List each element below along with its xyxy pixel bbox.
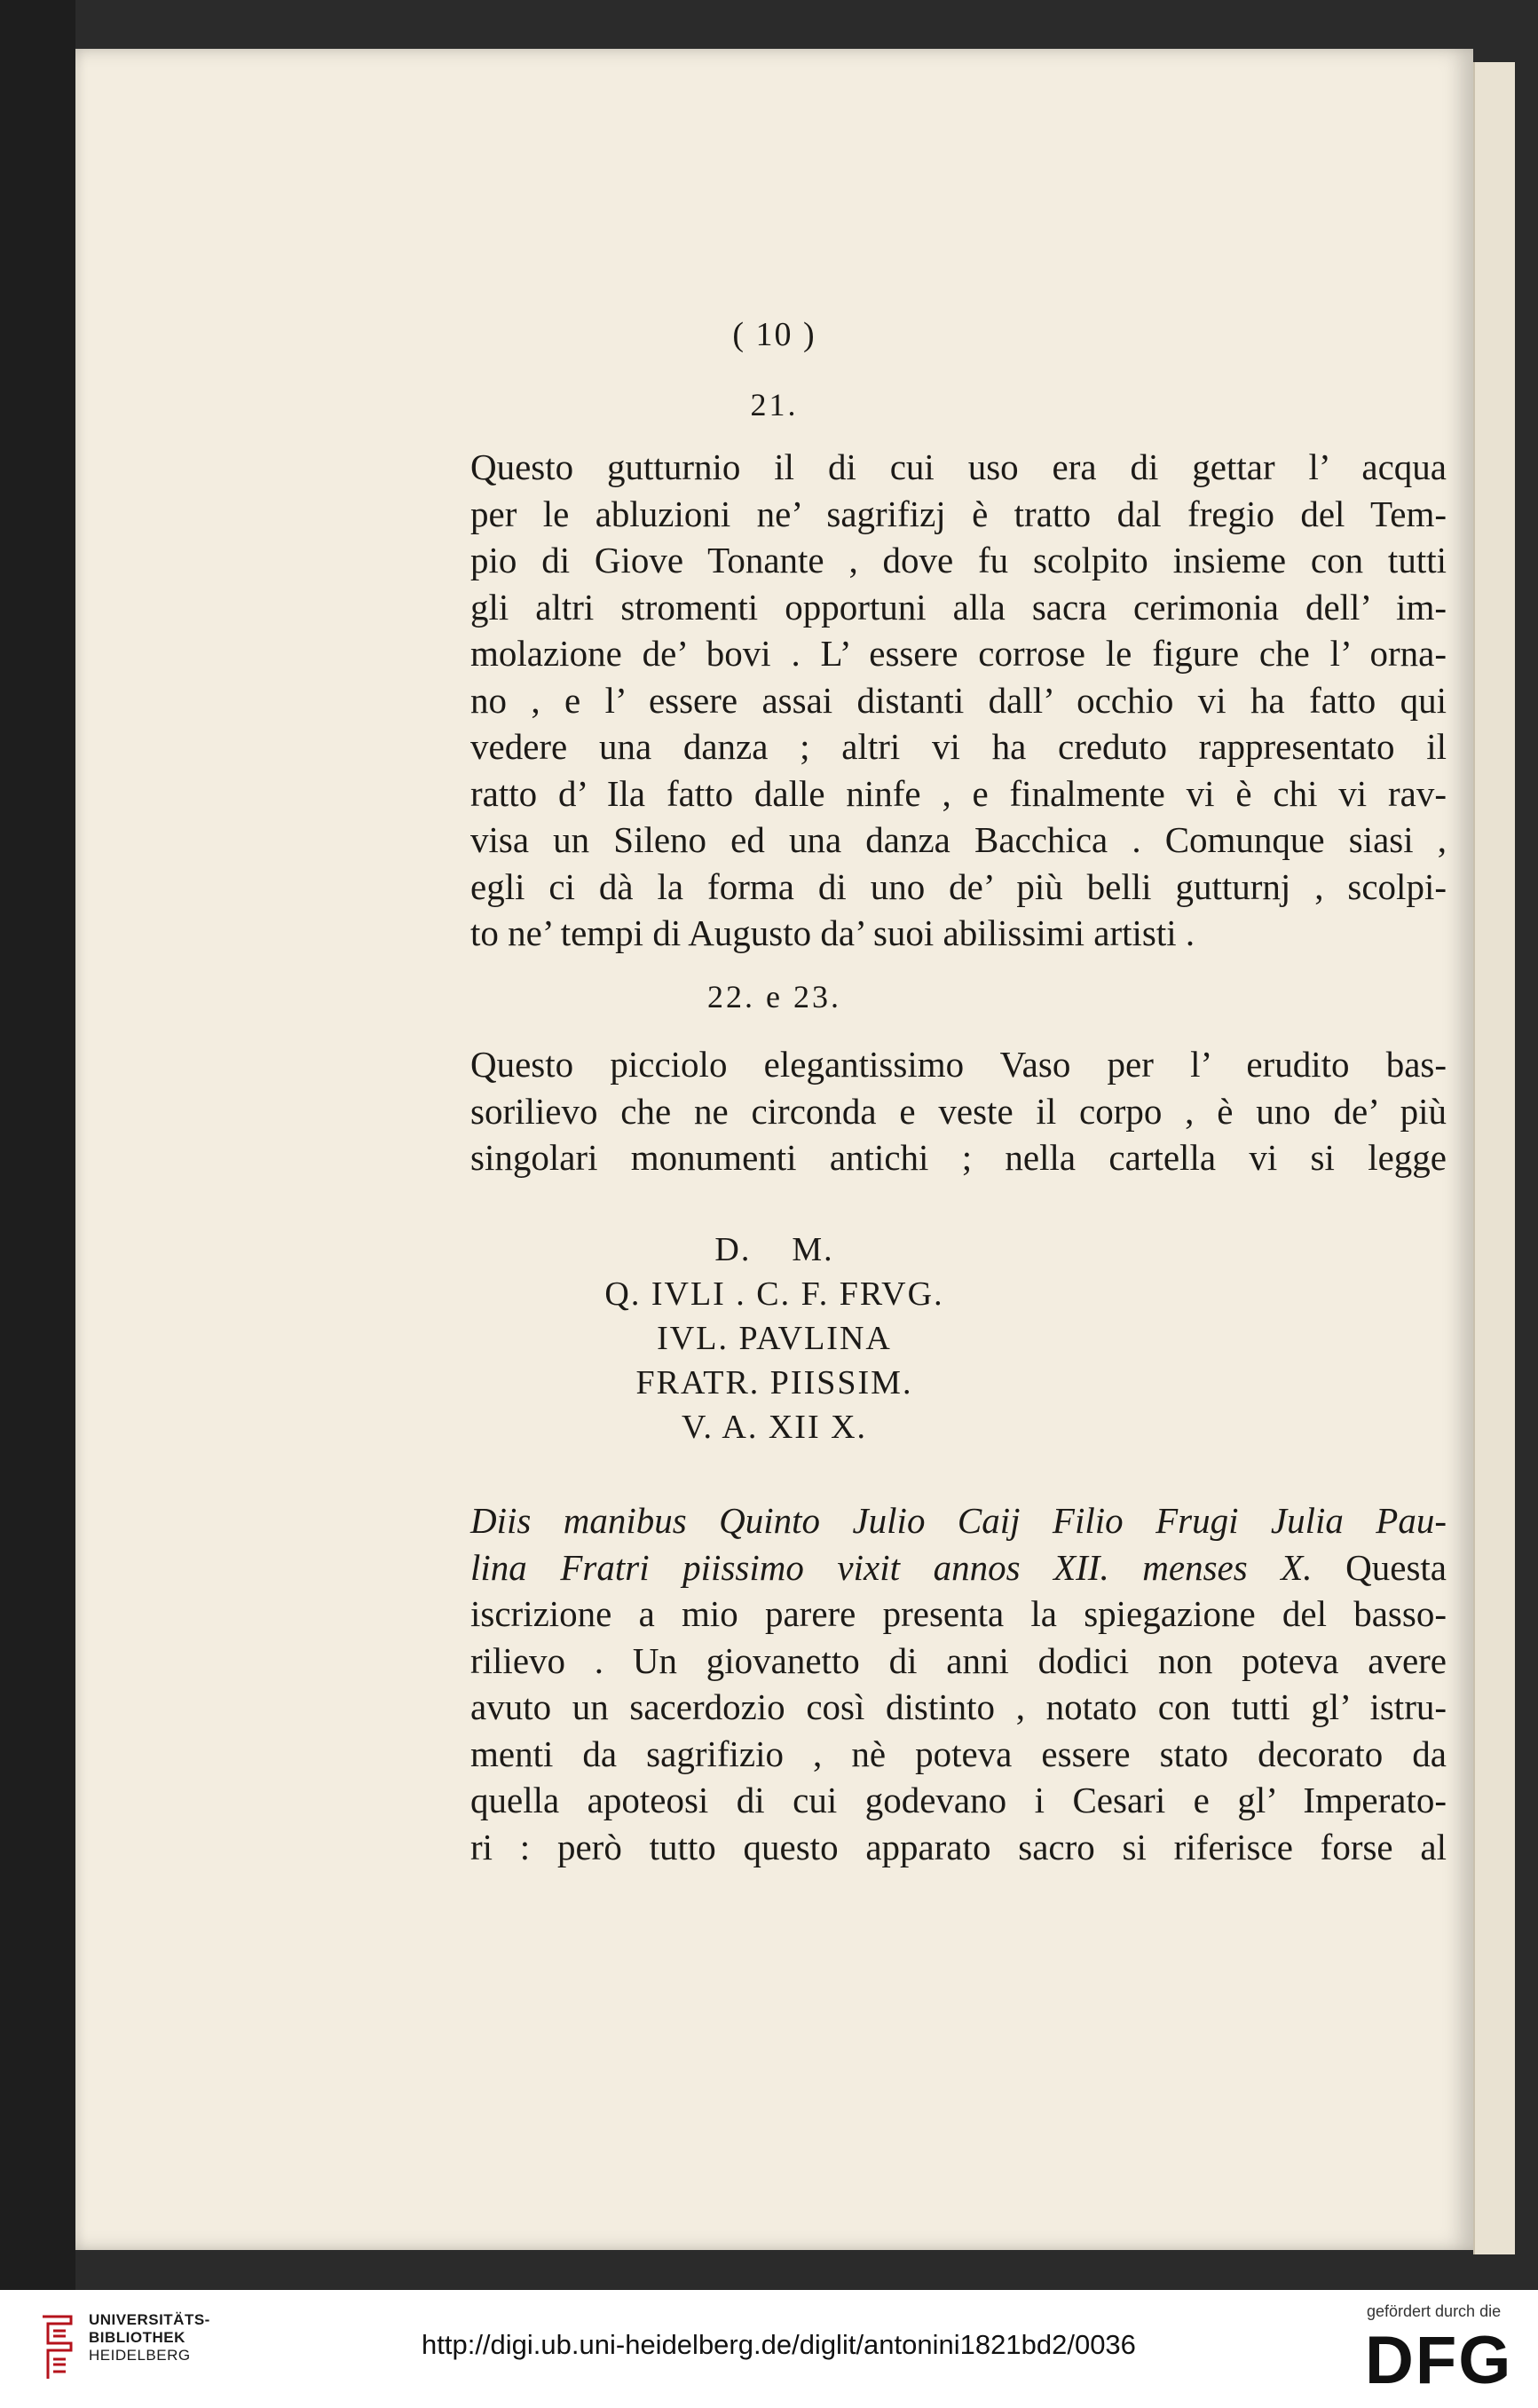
book-page	[75, 49, 1473, 2250]
funding-caption: gefördert durch die	[1367, 2302, 1502, 2320]
page-number: ( 10 )	[732, 316, 816, 353]
paragraph-22	[470, 1041, 1447, 1181]
translation-line-5: quella apoteosi di cui godevano i Cesari e gl’ Imperato-	[470, 1780, 1447, 1820]
inscription-line-5: V. A. XII X.	[681, 1409, 868, 1446]
paragraph-21-line-5: molazione de’ bovi . L’ essere corrose le figure che l’ orna-	[470, 633, 1447, 674]
library-name-line-3: HEIDELBERG	[89, 2347, 191, 2364]
paragraph-21-line-3: pio di Giove Tonante , dove fu scolpito insieme con tutti	[470, 540, 1447, 580]
section-heading-21: 21.	[750, 387, 799, 422]
library-name	[89, 2311, 210, 2365]
paragraph-22-line-2: sorilievo che ne circonda e veste il corpo , è uno de’ più	[470, 1090, 1447, 1132]
paragraph-22-line-3: singolari monumenti antichi ; nella cartella vi si legge	[470, 1137, 1447, 1178]
paragraph-21-line-9: visa un Sileno ed una danza Bacchica . Comunque siasi ,	[470, 819, 1447, 860]
paragraph-21-line-2: per le abluzioni ne’ sagrifizj è tratto dal fregio del Tem-	[470, 493, 1447, 534]
library-name-line-2: BIBLIOTHEK	[89, 2329, 185, 2346]
translation-line-2: rilievo . Un giovanetto di anni dodici non poteva avere	[470, 1639, 1447, 1681]
paragraph-translation	[470, 1497, 1447, 1870]
book-edge	[0, 0, 75, 2290]
permalink[interactable]: http://digi.ub.uni-heidelberg.de/diglit/antonini1821bd2/0036	[422, 2329, 1136, 2360]
library-name-line-1: UNIVERSITÄTS-	[89, 2311, 210, 2328]
inscription-line-4: FRATR. PIISSIM.	[635, 1364, 913, 1401]
next-page-edge	[1473, 62, 1515, 2254]
viewer-footer	[0, 2290, 1538, 2408]
translation-line-2-italic: lina Fratri piissimo vixit annos XII. menses X.	[470, 1546, 1313, 1588]
translation-line-6: ri : però tutto questo apparato sacro si riferisce forse al	[470, 1826, 1447, 1867]
paragraph-21-line-4: gli altri stromenti opportuni alla sacra cerimonia dell’ im-	[470, 586, 1447, 628]
library-logo-icon	[35, 2308, 80, 2388]
translation-line-3: avuto un sacerdozio così distinto , notato con tutti gl’ istru-	[470, 1686, 1447, 1727]
translation-line-1: iscrizione a mio parere presenta la spiegazione del basso-	[470, 1593, 1447, 1634]
paragraph-21-line-10: egli ci dà la forma di uno de’ più belli gutturnj , scolpi-	[470, 865, 1447, 907]
inscription-line-2: Q. IVLI . C. F. FRVG.	[604, 1275, 944, 1313]
paragraph-21	[470, 444, 1447, 957]
section-heading-22-23: 22. e 23.	[707, 979, 841, 1015]
paragraph-21-line-6: no , e l’ essere assai distanti dall’ occhio vi ha fatto qui	[470, 679, 1447, 721]
inscription	[75, 1228, 1473, 1449]
paragraph-21-line-1: Questo gutturnio il di cui uso era di gettar l’ acqua	[470, 446, 1447, 487]
paragraph-22-line-1: Questo picciolo elegantissimo Vaso per l’ erudito bas-	[470, 1044, 1447, 1085]
translation-line-2	[470, 1544, 1447, 1591]
translation-line-2-roman: Questa	[1312, 1546, 1447, 1588]
inscription-line-3: IVL. PAVLINA	[657, 1320, 892, 1357]
paragraph-21-line-7: vedere una danza ; altri vi ha creduto rappresentato il	[470, 726, 1447, 767]
translation-line-1: Diis manibus Quinto Julio Caij Filio Frugi Julia Pau-	[470, 1500, 1447, 1541]
inscription-line-1: D. M.	[714, 1231, 834, 1268]
translation-line-4: menti da sagrifizio , nè poteva essere stato decorato da	[470, 1733, 1447, 1774]
paragraph-21-line-8: ratto d’ Ila fatto dalle ninfe , e finalmente vi è chi vi rav-	[470, 772, 1447, 814]
paragraph-21-line-11: to ne’ tempi di Augusto da’ suoi abilissimi artisti .	[470, 912, 1195, 953]
dfg-logo: DFG	[1365, 2323, 1513, 2398]
